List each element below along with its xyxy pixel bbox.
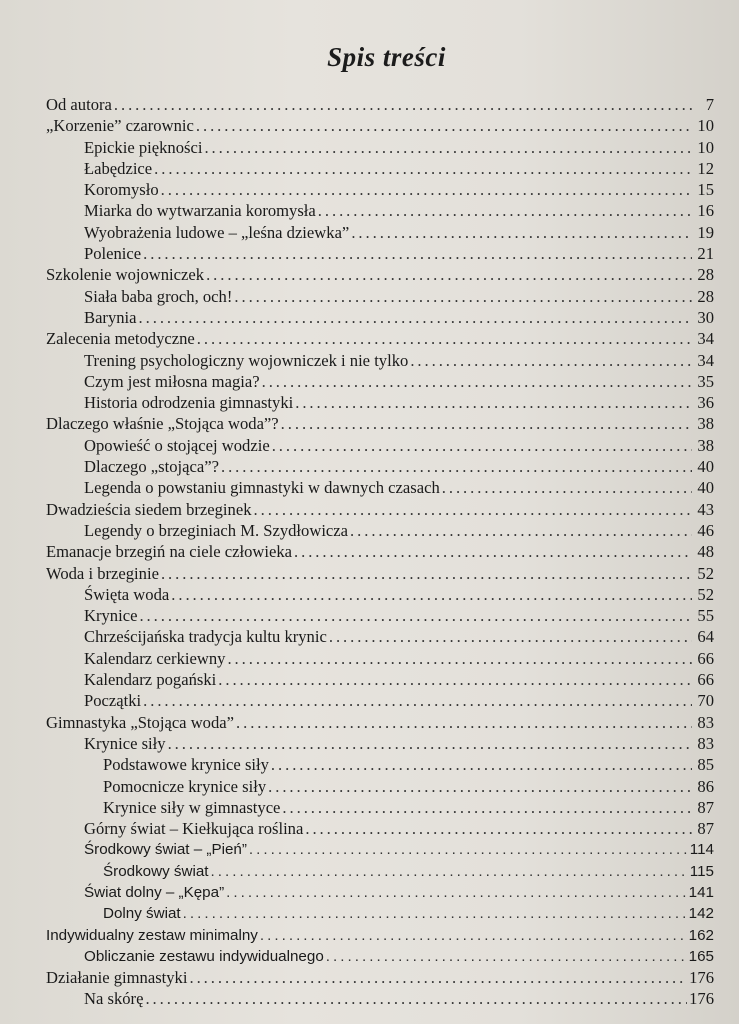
toc-entry: [46, 115, 714, 136]
dot-leader: [326, 946, 687, 967]
toc-entry: [46, 605, 714, 626]
toc-entry-title: Epickie piękności: [84, 137, 203, 157]
toc-entry: [46, 712, 714, 733]
toc-entry: [46, 392, 714, 413]
toc-entry-title: Koromysło: [84, 180, 159, 200]
dot-leader: [305, 818, 692, 839]
toc-entry-page-number: 87: [697, 797, 714, 817]
dot-leader: [272, 435, 692, 456]
toc-entry: [46, 435, 714, 456]
toc-entry-title: Na skórę: [84, 989, 144, 1009]
toc-entry-page-number: 165: [688, 947, 714, 965]
dot-leader: [351, 222, 692, 243]
toc-entry: [46, 350, 714, 371]
toc-entry-title: „Korzenie” czarownic: [46, 116, 194, 136]
dot-leader: [145, 988, 687, 1009]
dot-leader: [139, 605, 692, 626]
toc-entry: [46, 967, 714, 988]
toc-entry-page-number: 34: [697, 329, 714, 349]
dot-leader: [249, 839, 688, 860]
toc-entry-page-number: 36: [697, 393, 714, 413]
toc-entry: [46, 690, 714, 711]
toc-entry-page-number: 46: [697, 520, 714, 540]
toc-entry-title: Kalendarz pogański: [84, 670, 217, 690]
toc-entry-page-number: 28: [697, 286, 714, 306]
toc-entry-page-number: 10: [697, 137, 714, 157]
toc-entry-page-number: 87: [697, 819, 714, 839]
dot-leader: [294, 541, 692, 562]
toc-entry-title: Krynice siły: [84, 733, 166, 753]
toc-entry-title: Indywidualny zestaw minimalny: [46, 926, 258, 944]
toc-entry-page-number: 15: [697, 180, 714, 200]
toc-entry: [46, 797, 714, 818]
toc-entry-title: Historia odrodzenia gimnastyki: [84, 393, 294, 413]
toc-entry-title: Dlaczego „stojąca”?: [84, 457, 219, 477]
toc-entry: [46, 818, 714, 839]
dot-leader: [227, 648, 692, 669]
dot-leader: [196, 115, 692, 136]
toc-entry-title: Środkowy świat: [103, 862, 209, 880]
toc-entry-title: Czym jest miłosna magia?: [84, 371, 260, 391]
toc-entry-title: Gimnastyka „Stojąca woda”: [46, 712, 235, 732]
dot-leader: [171, 584, 692, 605]
toc-entry: [46, 94, 714, 115]
toc-entry-page-number: 38: [697, 435, 714, 455]
toc-entry: [46, 903, 714, 924]
dot-leader: [189, 967, 687, 988]
toc-entry-page-number: 52: [697, 563, 714, 583]
toc-entry-page-number: 28: [697, 265, 714, 285]
dot-leader: [211, 861, 688, 882]
toc-entry-page-number: 85: [697, 755, 714, 775]
page-title: Spis treści: [327, 42, 446, 72]
dot-leader: [161, 563, 692, 584]
toc-entry-title: Siała baba groch, och!: [84, 286, 233, 306]
toc-entry-page-number: 176: [689, 968, 714, 988]
toc-entry-page-number: 52: [697, 584, 714, 604]
toc-entry-title: Krynice siły w gimnastyce: [103, 797, 281, 817]
toc-entry-page-number: 38: [697, 414, 714, 434]
toc-entry-title: Łabędzice: [84, 158, 153, 178]
toc-entry-page-number: 55: [697, 606, 714, 626]
dot-leader: [442, 477, 692, 498]
toc-entry-title: Legendy o brzeginiach M. Szydłowicza: [84, 520, 349, 540]
toc-entry-title: Święta woda: [84, 584, 170, 604]
dot-leader: [268, 776, 692, 797]
dot-leader: [221, 456, 692, 477]
toc-entry: [46, 307, 714, 328]
toc-entry: [46, 733, 714, 754]
toc-entry-page-number: 40: [697, 478, 714, 498]
dot-leader: [271, 754, 692, 775]
toc-entry-page-number: 162: [688, 926, 714, 944]
toc-entry-title: Zalecenia metodyczne: [46, 329, 195, 349]
toc-entry-title: Środkowy świat – „Pień”: [84, 841, 247, 859]
toc-entry: [46, 541, 714, 562]
dot-leader: [206, 264, 692, 285]
toc-entry-title: Dolny świat: [103, 905, 181, 923]
toc-entry: [46, 861, 714, 882]
toc-entry-title: Świat dolny – „Kępa”: [84, 883, 225, 901]
toc-entry-page-number: 83: [697, 712, 714, 732]
dot-leader: [234, 286, 692, 307]
toc-entry-page-number: 19: [697, 222, 714, 242]
toc-entry-page-number: 10: [697, 116, 714, 136]
toc-entry: [46, 328, 714, 349]
toc-entry: [46, 243, 714, 264]
toc-entry-page-number: 142: [688, 905, 714, 923]
toc-entry-page-number: 114: [689, 841, 714, 859]
toc-entry: [46, 158, 714, 179]
toc-entry-title: Polenice: [84, 244, 142, 264]
dot-leader: [183, 903, 687, 924]
dot-leader: [254, 499, 693, 520]
toc-entry: [46, 669, 714, 690]
toc-entry: [46, 584, 714, 605]
toc-entry: [46, 882, 714, 903]
toc-entry-page-number: 35: [697, 371, 714, 391]
dot-leader: [295, 392, 692, 413]
toc-entry-title: Woda i brzeginie: [46, 563, 159, 583]
toc-entry-page-number: 16: [697, 201, 714, 221]
dot-leader: [139, 307, 692, 328]
toc-entry-page-number: 7: [705, 95, 714, 114]
toc-entry: [46, 754, 714, 775]
toc-entry: [46, 286, 714, 307]
dot-leader: [218, 669, 692, 690]
toc-entry: [46, 222, 714, 243]
toc-entry-title: Krynice: [84, 606, 138, 626]
toc-entry-title: Działanie gimnastyki: [46, 968, 188, 988]
toc-entry-title: Dlaczego właśnie „Stojąca woda”?: [46, 414, 279, 434]
dot-leader: [161, 179, 692, 200]
dot-leader: [154, 158, 692, 179]
toc-entry-page-number: 83: [697, 733, 714, 753]
toc-entry: [46, 563, 714, 584]
toc-entry: [46, 988, 714, 1009]
toc-entry-page-number: 40: [697, 457, 714, 477]
dot-leader: [350, 520, 692, 541]
toc-entry-page-number: 48: [697, 542, 714, 562]
dot-leader: [262, 371, 692, 392]
toc-entry-page-number: 86: [697, 776, 714, 796]
toc-entry-page-number: 115: [689, 862, 714, 880]
dot-leader: [318, 200, 692, 221]
table-of-contents: [46, 94, 714, 1010]
toc-entry-title: Opowieść o stojącej wodzie: [84, 435, 270, 455]
toc-entry: [46, 264, 714, 285]
toc-entry-title: Początki: [84, 691, 142, 711]
toc-entry-title: Górny świat – Kiełkująca roślina: [84, 819, 304, 839]
toc-entry-title: Szkolenie wojowniczek: [46, 265, 205, 285]
toc-entry-title: Chrześcijańska tradycja kultu krynic: [84, 627, 327, 647]
dot-leader: [281, 413, 692, 434]
toc-entry-title: Dwadzieścia siedem brzeginek: [46, 499, 252, 519]
dot-leader: [143, 243, 692, 264]
toc-entry-title: Legenda o powstaniu gimnastyki w dawnych czasach: [84, 478, 440, 498]
toc-entry-title: Trening psychologiczny wojowniczek i nie tylko: [84, 350, 409, 370]
toc-entry: [46, 776, 714, 797]
toc-entry: [46, 499, 714, 520]
toc-entry: [46, 839, 714, 860]
dot-leader: [410, 350, 692, 371]
dot-leader: [168, 733, 692, 754]
toc-entry-page-number: 34: [697, 350, 714, 370]
dot-leader: [329, 626, 692, 647]
toc-entry-page-number: 70: [697, 691, 714, 711]
toc-entry-title: Pomocnicze krynice siły: [103, 776, 267, 796]
dot-leader: [197, 328, 692, 349]
dot-leader: [260, 925, 687, 946]
dot-leader: [114, 94, 692, 115]
toc-entry-page-number: 141: [688, 883, 714, 901]
toc-entry-page-number: 43: [697, 499, 714, 519]
dot-leader: [236, 712, 692, 733]
toc-entry: [46, 477, 714, 498]
toc-entry-title: Miarka do wytwarzania koromysła: [84, 201, 316, 221]
toc-entry: [46, 520, 714, 541]
toc-entry-title: Kalendarz cerkiewny: [84, 648, 226, 668]
toc-entry-page-number: 64: [697, 627, 714, 647]
toc-entry-title: Od autora: [46, 95, 112, 114]
toc-entry: [46, 946, 714, 967]
toc-entry: [46, 200, 714, 221]
toc-entry-page-number: 66: [697, 670, 714, 690]
toc-entry-title: Podstawowe krynice siły: [103, 755, 269, 775]
toc-entry-page-number: 21: [697, 244, 714, 264]
toc-entry-page-number: 30: [697, 307, 714, 327]
toc-entry: [46, 925, 714, 946]
toc-entry: [46, 413, 714, 434]
toc-entry-page-number: 176: [689, 989, 714, 1009]
toc-entry: [46, 137, 714, 158]
toc-entry: [46, 371, 714, 392]
toc-entry-title: Obliczanie zestawu indywidualnego: [84, 947, 324, 965]
toc-entry: [46, 626, 714, 647]
toc-entry-title: Barynia: [84, 307, 137, 327]
toc-entry-page-number: 12: [697, 158, 714, 178]
dot-leader: [226, 882, 687, 903]
toc-entry: [46, 648, 714, 669]
toc-entry-title: Wyobrażenia ludowe – „leśna dziewka”: [84, 222, 350, 242]
toc-entry: [46, 179, 714, 200]
dot-leader: [143, 690, 692, 711]
dot-leader: [282, 797, 692, 818]
toc-entry-title: Emanacje brzegiń na ciele człowieka: [46, 542, 292, 562]
toc-entry: [46, 456, 714, 477]
dot-leader: [204, 137, 692, 158]
toc-entry-page-number: 66: [697, 648, 714, 668]
